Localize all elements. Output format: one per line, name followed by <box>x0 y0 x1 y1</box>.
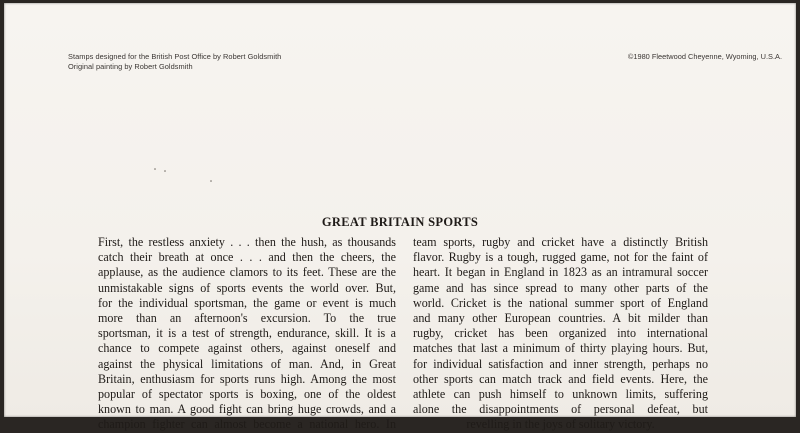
text-line: Britain, enthusiasm for sports runs high. Among the most <box>98 371 396 386</box>
text-line: and many other European countries. A bit milder than <box>413 311 708 326</box>
text-line: applause, as the audience clamors to its feet. These are the <box>98 265 396 280</box>
painting-credit: Original painting by Robert Goldsmith <box>68 62 193 71</box>
text-line: athlete can push himself to unknown limits, suffering <box>413 387 708 402</box>
text-line: heart. It began in England in 1823 as an intramural soccer <box>413 265 708 280</box>
text-line: more than an afternoon's excursion. To the true <box>98 311 396 326</box>
credits-block <box>68 52 281 72</box>
stamp-design-credit: Stamps designed for the British Post Office by Robert Goldsmith <box>68 52 282 61</box>
right-text-column <box>413 235 708 433</box>
text-line: known to man. A good fight can bring huge crowds, and a <box>98 402 396 417</box>
text-line: unmistakable signs of sports events the world over. But, <box>98 280 396 295</box>
text-line: flavor. Rugby is a tough, rugged game, not for the faint of <box>413 250 708 265</box>
text-line: catch their breath at once . . . and then the cheers, the <box>98 250 396 265</box>
text-line: popular of spectator sports is boxing, one of the oldest <box>98 387 396 402</box>
text-line: world. Cricket is the national summer sport of England <box>413 295 708 310</box>
text-line: for the individual sportsman, the game or event is much <box>98 295 396 310</box>
envelope-card <box>4 3 796 432</box>
text-line: alone the disappointments of personal defeat, but <box>413 402 708 417</box>
text-line: matches that last a minimum of thirty playing hours. But, <box>413 341 708 356</box>
text-line: for individual satisfaction and inner strength, perhaps no <box>413 356 708 371</box>
text-line: game and has since spread to many other parts of the <box>413 280 708 295</box>
text-line: against the physical limitations of man. And, in Great <box>98 356 396 371</box>
text-line: chance to compete against others, against oneself and <box>98 341 396 356</box>
text-line: team sports, rugby and cricket have a distinctly British <box>413 235 708 249</box>
text-line: First, the restless anxiety . . . then the hush, as thousands <box>98 235 396 249</box>
text-line: other sports can match track and field events. Here, the <box>413 371 708 386</box>
text-line: revelling in the joys of solitary victory. <box>466 417 655 432</box>
copyright-notice: ©1980 Fleetwood Cheyenne, Wyoming, U.S.A. <box>627 52 782 61</box>
text-line: sportsman, it is a test of strength, endurance, skill. It is a <box>98 326 396 341</box>
page-title: GREAT BRITAIN SPORTS <box>321 215 479 229</box>
text-line: champion fighter can almost become a national hero. In <box>98 417 396 432</box>
text-line: rugby, cricket has been organized into international <box>413 326 708 341</box>
left-text-column <box>98 235 396 433</box>
